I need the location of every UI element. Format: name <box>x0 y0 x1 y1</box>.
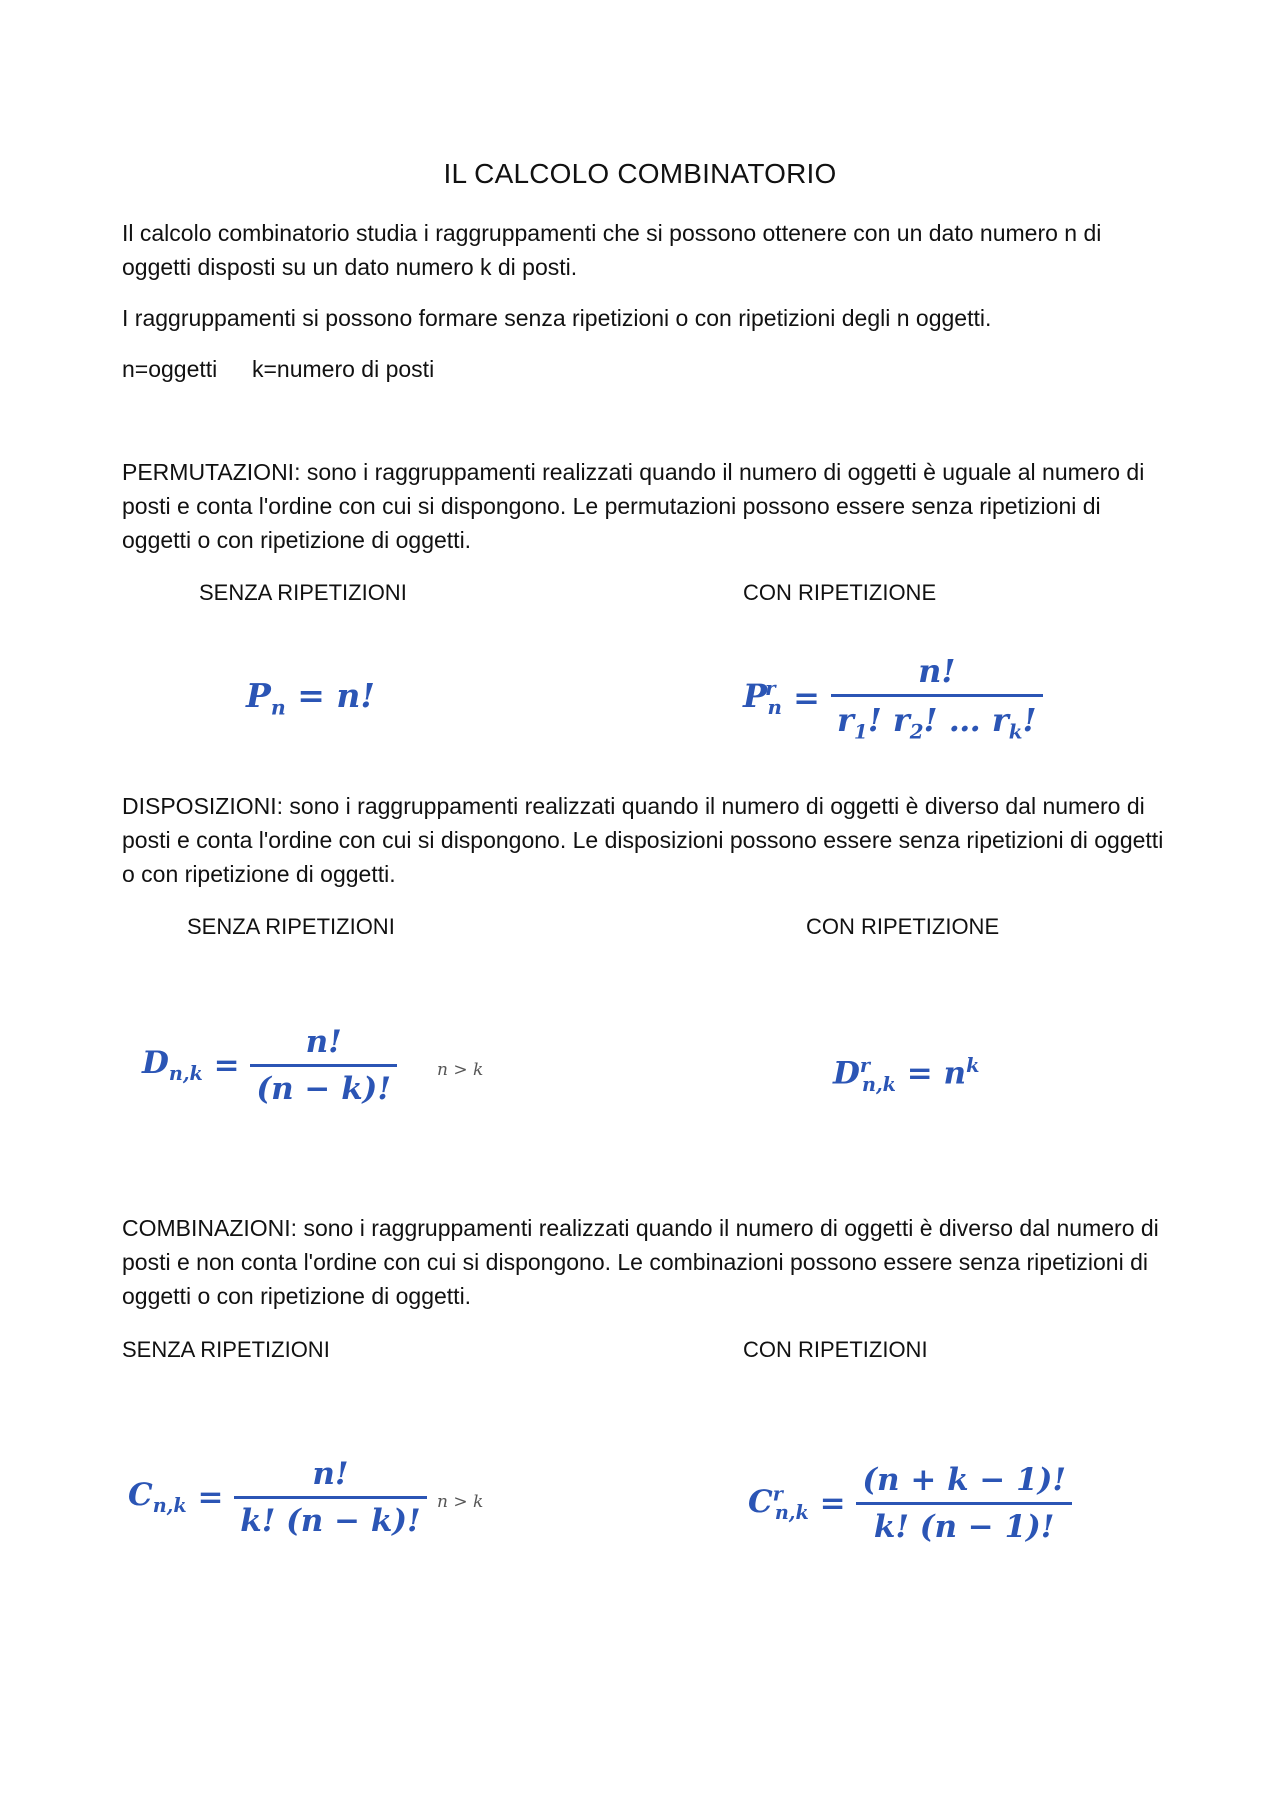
permutazioni-formula-senza: $P_n = n$! <box>246 676 375 720</box>
combinazioni-formula-con: $C^r_{n,k}$ = $\frac{(n + k - 1)!}{k! (n - 1)!}$ <box>748 1462 1072 1545</box>
combinazioni-paragraph: COMBINAZIONI: sono i raggruppamenti realizzati quando il numero di oggetti è diverso dal numero di posti e non conta l'ordine con cui si dispongono. Le combinazioni possono essere senza ripetizioni di oggetti o con ripetizione di oggetti. <box>122 1215 1159 1309</box>
combinazioni-formula-senza: $C_{n,k}$ = $\frac{n!}{k! (n - k)!}$ <box>128 1456 427 1539</box>
disposizioni-condition: n > k <box>437 1060 484 1080</box>
permutazioni-formula-con: $P^r_n$ = $\frac{n!}{r_1! r_2! \dots r_k!}$ <box>743 652 1043 743</box>
disposizioni-label-senza: SENZA RIPETIZIONI <box>187 914 395 939</box>
combinazioni-label-con: CON RIPETIZIONI <box>743 1337 928 1362</box>
permutazioni-paragraph: PERMUTAZIONI: sono i raggruppamenti realizzati quando il numero di oggetti è uguale al numero di posti e conta l'ordine con cui si dispongono. Le permutazioni possono essere senza ripetizioni di oggetti o con ripetizione di oggetti. <box>122 459 1145 553</box>
permutazioni-label-con: CON RIPETIZIONE <box>743 580 937 605</box>
combinazioni-label-senza: SENZA RIPETIZIONI <box>122 1337 330 1362</box>
intro-paragraph: Il calcolo combinatorio studia i raggruppamenti che si possono ottenere con un dato numero n di oggetti disposti su un dato numero k di posti. <box>122 220 1102 280</box>
disposizioni-label-con: CON RIPETIZIONE <box>806 914 1000 939</box>
disposizioni-paragraph: DISPOSIZIONI: sono i raggruppamenti realizzati quando il numero di oggetti è diverso dal numero di posti e conta l'ordine con cui si dispongono. Le disposizioni possono essere senza ripetizioni di oggetti o con ripetizione di oggetti. <box>122 793 1164 887</box>
disposizioni-formula-con: $D^r_{n,k} = n^k$ <box>833 1054 980 1096</box>
disposizioni-formula-senza: $D_{n,k}$ = $\frac{n!}{(n - k)!}$ <box>142 1024 397 1107</box>
permutazioni-label-senza: SENZA RIPETIZIONI <box>199 580 407 605</box>
k-definition: k=numero di posti <box>252 356 435 382</box>
n-definition: n=oggetti <box>122 356 218 382</box>
combinazioni-condition: n > k <box>437 1492 484 1512</box>
intro-paragraph-2: I raggruppamenti si possono formare senza ripetizioni o con ripetizioni degli n oggetti. <box>122 305 992 331</box>
page-title: IL CALCOLO COMBINATORIO <box>443 158 837 189</box>
